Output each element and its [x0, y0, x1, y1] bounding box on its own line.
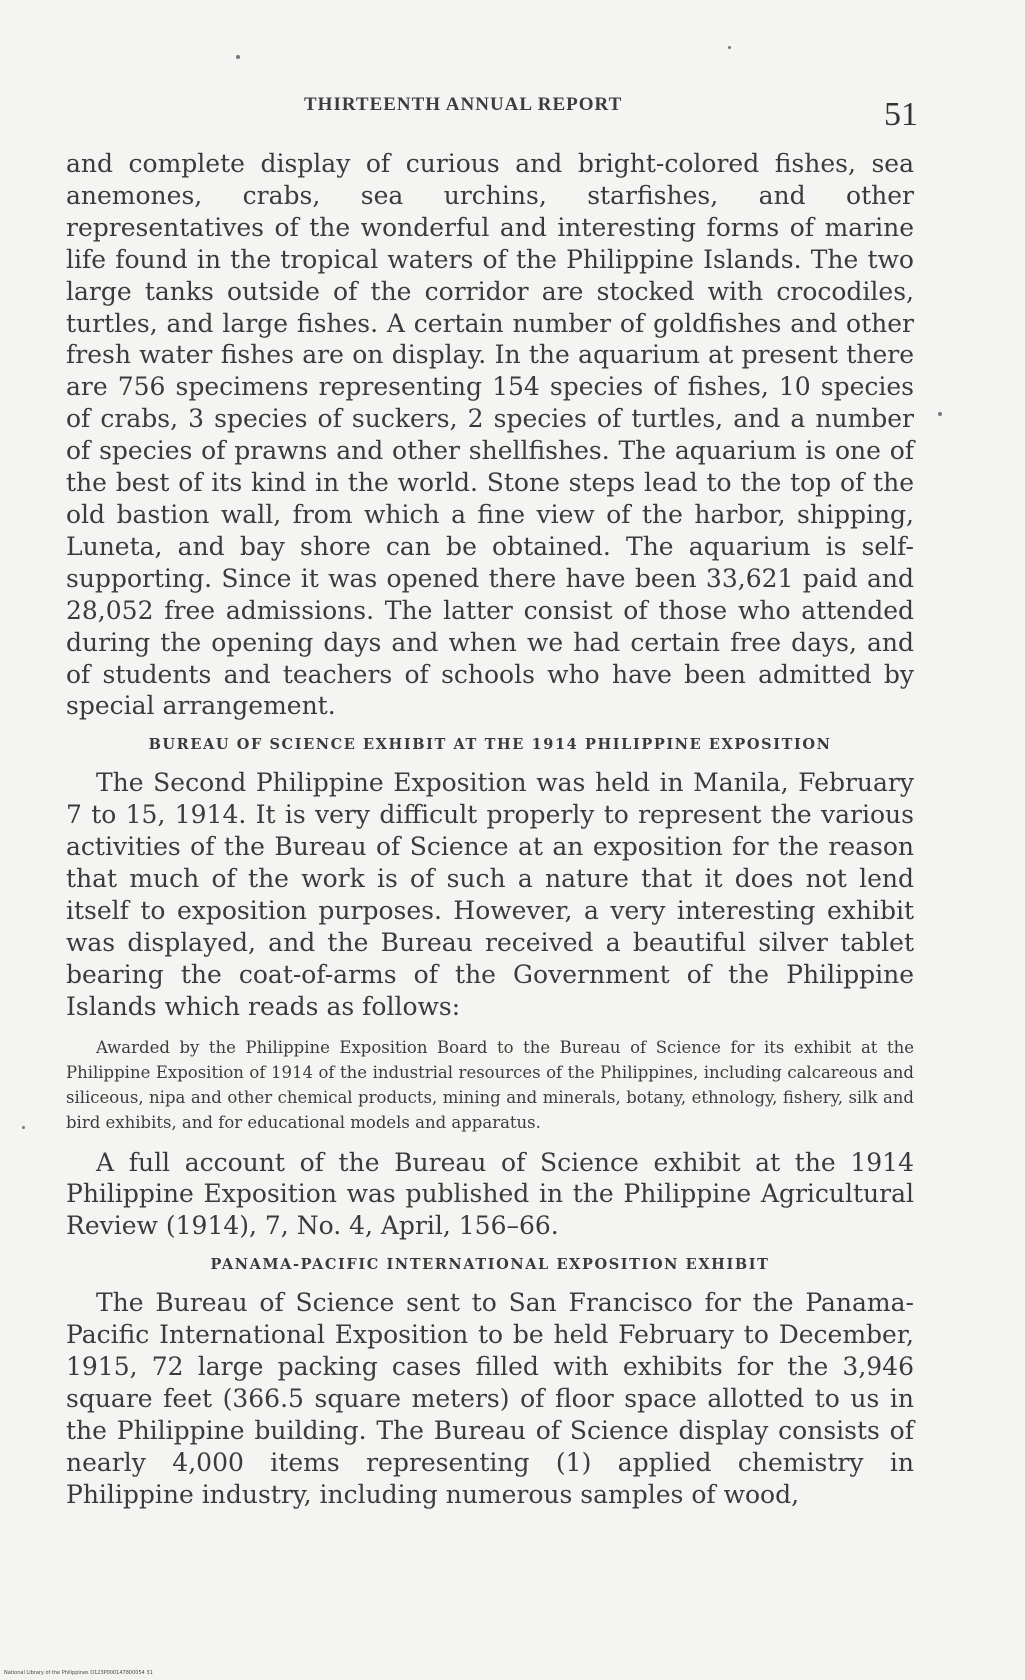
paragraph-panama-pacific: The Bureau of Science sent to San Francisco for the Panama-Pacific International Exposition to be held February to December, 1915, 72 large packing cases filled with exhibits for the 3,946 square feet (366.5 square meters) of floor space allotted to us in the Philippine building. The Bureau of Science display consists of nearly 4,000 items representing (1) applied chemistry in Philippine industry, including numerous samples of wood,: [66, 1288, 914, 1509]
digitization-credit: National Library of the Philippines D123P000147800054 31: [4, 1670, 153, 1676]
running-title: THIRTEENTH ANNUAL REPORT: [304, 94, 623, 115]
paragraph-aquarium-continued: and complete display of curious and bright-colored fishes, sea anemones, crabs, sea urchins, starfishes, and other representatives of the wonderful and interesting forms of marine life found in the tropical waters of the Philippine Islands. The two large tanks outside of the corridor are stocked with crocodiles, turtles, and large fishes. A certain number of goldfishes and other fresh water fishes are on display. In the aquarium at present there are 756 specimens representing 154 species of fishes, 10 species of crabs, 3 species of suckers, 2 species of turtles, and a number of species of prawns and other shellfishes. The aquarium is one of the best of its kind in the world. Stone steps lead to the top of the old bastion wall, from which a fine view of the harbor, shipping, Luneta, and bay shore can be obtained. The aquarium is self-supporting. Since it was opened there have been 33,621 paid and 28,052 free admissions. The latter consist of those who attended during the opening days and when we had certain free days, and of students and teachers of schools who have been admitted by special arrangement.: [66, 149, 914, 721]
page-body: [66, 148, 914, 1511]
page-number: 51: [884, 96, 918, 133]
scan-speck: [22, 1126, 25, 1129]
section-heading-panama-pacific: PANAMA-PACIFIC INTERNATIONAL EXPOSITION EXHIBIT: [210, 1256, 770, 1274]
scan-speck: [938, 412, 942, 416]
tablet-inscription-quote: Awarded by the Philippine Exposition Board to the Bureau of Science for its exhibit at the Philippine Exposition of 1914 of the industrial resources of the Philippines, including calcareous and siliceous, nipa and other chemical products, mining and minerals, botany, ethnology, fishery, silk and bird exhibits, and for educational models and apparatus.: [66, 1037, 914, 1132]
paragraph-full-account: A full account of the Bureau of Science exhibit at the 1914 Philippine Exposition was published in the Philippine Agricultural Review (1914), 7, No. 4, April, 156–66.: [66, 1147, 914, 1241]
scan-speck: [728, 46, 731, 49]
section-heading-1914-exposition: BUREAU OF SCIENCE EXHIBIT AT THE 1914 PHILIPPINE EXPOSITION: [148, 736, 832, 754]
paragraph-second-exposition: The Second Philippine Exposition was held in Manila, February 7 to 15, 1914. It is very difficult properly to represent the various activities of the Bureau of Science at an exposition for the reason that much of the work is of such a nature that it does not lend itself to exposition purposes. However, a very interesting exhibit was displayed, and the Bureau received a beautiful silver tablet bearing the coat-of-arms of the Government of the Philippine Islands which reads as follows:: [66, 768, 914, 1021]
scan-speck: [236, 55, 240, 59]
